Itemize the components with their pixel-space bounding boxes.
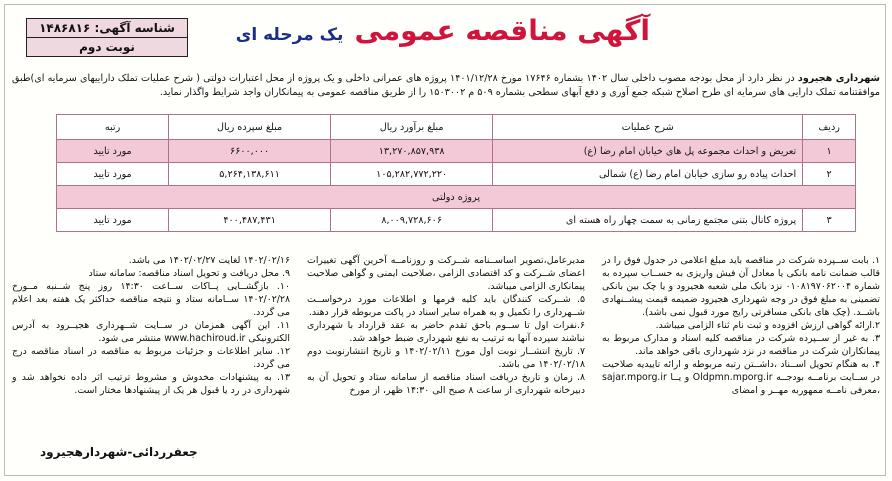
row-grade: مورد تایید xyxy=(57,209,169,232)
condition-item: ۳. به غیر از ســپرده شرکت در مناقصه کلیه اسناد و مدارک مربوط به پیمانکاران شرکت در مناقصه در نزد شهرداری باقی خواهد ماند. xyxy=(602,333,880,357)
condition-item: ۷. تاریخ انتشــار نوبت اول مورخ ۱۴۰۲/۰۲/۱۱ و تاریخ انتشارنوبت دوم ۱۴۰۲/۰۲/۱۸ می باشد. xyxy=(307,346,585,370)
ad-title xyxy=(235,14,650,47)
intro-paragraph xyxy=(12,72,880,99)
condition-item: ۹. محل دریافت و تحویل اسناد مناقصه: سامانه ستاد xyxy=(88,268,290,279)
condition-item: ۵. شــرکت کنندگان باید کلیه فرمها و اطلاعات مورد درخواســت شــهرداری را تکمیل و به همراه سایر اسناد در پاکت مربوطه قرار دهند. xyxy=(307,294,585,318)
table-header-row xyxy=(57,115,856,140)
condition-item: ۱۰. بازگشــایی پــاکات ســاعت ۱۴:۳۰ روز پنج شــنبه مــورخ ۱۴۰۲/۰۲/۲۸ ســامانه ستاد و نتیجه مناقصه حداکثر یک هفته بعد اعلام می گردد. xyxy=(12,281,290,318)
header-row-no: ردیف xyxy=(803,115,856,140)
condition-item: ۱۱. این آگهی همزمان در ســایت شــهرداری هجیــرود به آدرس الکترونیکی www.hachiroud.ir منتشر می شود. xyxy=(12,320,290,344)
table-row xyxy=(57,140,856,163)
row-grade: مورد تایید xyxy=(57,163,169,186)
row-deposit: ۵,۲۶۴,۱۳۸,۶۱۱ xyxy=(169,163,331,186)
ad-round: نوبت دوم xyxy=(27,37,187,56)
projects-table xyxy=(56,114,856,232)
conditions-left-column xyxy=(12,254,290,454)
row-estimate: ۱۳,۲۷۰,۸۵۷,۹۳۸ xyxy=(331,140,493,163)
table-section-row xyxy=(57,186,856,209)
condition-item: ۱. بابت ســپرده شرکت در مناقصه باید مبلغ اعلامی در جدول فوق را در قالب ضمانت نامه بانکی یا معادل آن فیش واریزی به حســاب سپرده به شماره ۰۱۰۸۱۹۷۰۶۲۰۰۴ نزد بانک ملی شعبه هجیرود و یا چک بین بانکی تضمینی به مبلغ فوق در وجه شهرداری هجیرود ضمیمه قیمت پیشــنهادی باشــد. (چک های بانکی مسافرتی رایج مورد قبول نمی باشد). xyxy=(602,255,880,318)
row-no: ۲ xyxy=(803,163,856,186)
header-description: شرح عملیات xyxy=(493,115,803,140)
row-description: احداث پیاده رو سازی خیابان امام رضا (ع) شمالی xyxy=(493,163,803,186)
intro-text: در نظر دارد از محل بودجه مصوب داخلی سال ۱۴۰۲ بشماره ۱۷۶۴۶ مورخ ۱۴۰۱/۱۲/۲۸ پروژه های عمرانی داخلی و یک پروژه از محل اعتبارات دولتی ( شرح عملیات تملک داراییهای سرمایه ای)طبق موافقتنامه تملک دارایی های سرمایه ای طرح اصلاح شبکه جمع آوری و دفع آبهای سطحی بشماره ۵۰۹ م ۱۵۰۳۰۰۲ را از طریق مناقصه عمومی به پیمانکاران واجد شرایط واگذار نماید. xyxy=(12,73,880,98)
conditions-columns xyxy=(12,254,880,454)
title-sub: یک مرحله ای xyxy=(235,25,344,45)
condition-item: ۶.نفرات اول تا ســوم باحق تقدم حاضر به عقد قرارداد با شهرداری نباشند سپرده آنها به ترتیب به نفع شهرداری ضبط خواهد شد. xyxy=(307,320,585,344)
header-estimate: مبلغ برآورد ریال xyxy=(331,115,493,140)
row-estimate: ۱۰۵,۲۸۲,۷۷۲,۲۲۰ xyxy=(331,163,493,186)
condition-item: ۱۲. سایر اطلاعات و جزئیات مربوط به مناقصه در اسناد مناقصه درج می گردد. xyxy=(12,346,290,370)
conditions-middle-column xyxy=(307,254,585,454)
ad-id-box xyxy=(26,18,188,57)
condition-item: مدیرعامل،تصویر اساســنامه شــرکت و روزنامــه آخرین آگهی تغییرات اعضای شــرکت و کد اقتصادی الزامی ،صلاحیت ایمنی و گواهی صلاحیت پیمانکاری الزامی میباشد. xyxy=(307,255,585,292)
row-grade: مورد تایید xyxy=(57,140,169,163)
row-deposit: ۴۰۰,۴۸۷,۴۳۱ xyxy=(169,209,331,232)
condition-item: ۱۴۰۲/۰۲/۱۶ لغایت ۱۴۰۲/۰۲/۲۷ می باشد. xyxy=(128,255,290,266)
ad-id: شناسه آگهی: ۱۴۸۶۸۱۶ xyxy=(39,21,175,35)
row-description: پروژه کانال بتنی مجتمع زمانی به سمت چهار راه هسته ای xyxy=(493,209,803,232)
signature: جعفرردائی-شهردارهجیرود xyxy=(40,445,198,459)
header-grade: رتبه xyxy=(57,115,169,140)
table-row xyxy=(57,163,856,186)
row-estimate: ۸,۰۰۹,۷۲۸,۶۰۶ xyxy=(331,209,493,232)
condition-item: ۱۳. به پیشنهادات مخدوش و مشروط ترتیب اثر داده نخواهد شد و شهرداری در رد یا قبول هر یک از پیشنهادها مختار است. xyxy=(12,372,290,396)
section-label: پروژه دولتی xyxy=(57,186,856,209)
conditions-right-column xyxy=(602,254,880,454)
table-row xyxy=(57,209,856,232)
row-no: ۳ xyxy=(803,209,856,232)
row-deposit: ۶۶۰۰,۰۰۰ xyxy=(169,140,331,163)
row-no: ۱ xyxy=(803,140,856,163)
condition-item: ۲.ارائه گواهی ارزش افزوده و ثبت نام ثناء الزامی میباشد. xyxy=(655,320,880,331)
header-deposit: مبلغ سپرده ریال xyxy=(169,115,331,140)
title-main: آگهی مناقصه عمومی xyxy=(354,14,650,47)
condition-item: ۴. به هنگام تحویل اســناد ،داشــتن رتبه مربوطه و ارائه تاییدیه صلاحیت در ســایت برنامــه بودجــه Oldpmn.mporg.ir و یــا sajar.mporg.ir ،معرفی نامــه ممهوربه مهــر و امضای xyxy=(602,359,880,396)
condition-item: ۸. زمان و تاریخ دریافت اسناد مناقصه از سامانه ستاد و تحویل آن به دبیرخانه شهرداری از ساعت ۸ صبح الی ۱۴:۳۰ ظهر، از مورخ xyxy=(307,372,585,396)
row-description: تعریض و احداث مجموعه پل های خیابان امام رضا (ع) xyxy=(493,140,803,163)
intro-org: شهرداری هجیرود xyxy=(797,73,880,84)
